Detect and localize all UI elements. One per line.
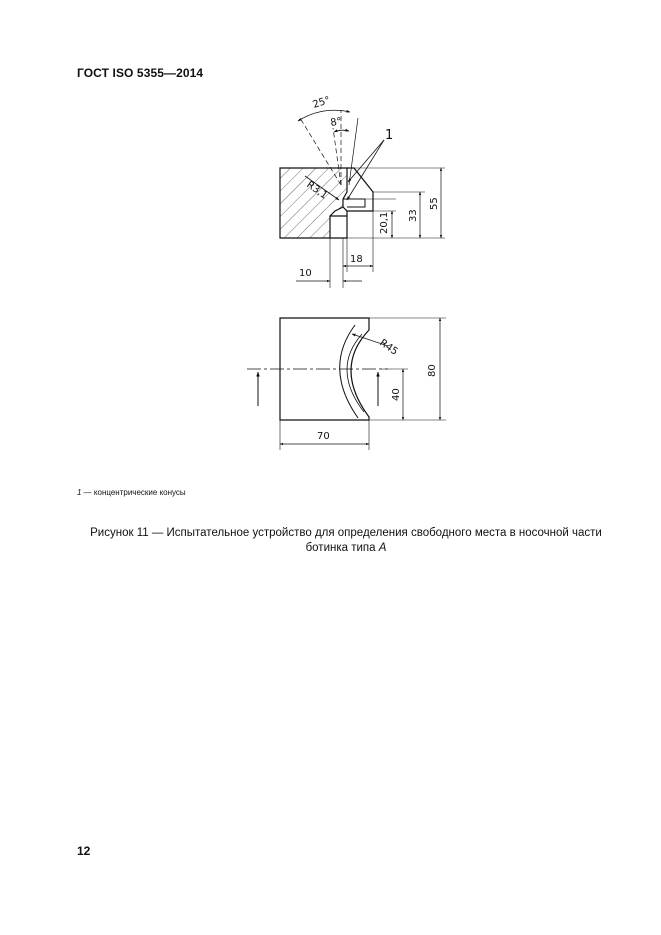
caption-line-1: Рисунок 11 — Испытательное устройство для определения свободного места в носочной части [90,527,602,539]
figure-legend [77,488,186,497]
radius-label-large: R45 [377,337,400,358]
plan-view [247,318,446,450]
figure-caption [90,526,602,556]
page-number: 12 [77,844,91,858]
angle-label-25: 25° [311,94,332,111]
legend-dash: — [81,488,94,497]
angle-arc-25 [298,110,350,121]
dim-label-18: 18 [350,254,363,265]
caption-type-letter: А [378,542,387,554]
dim-label-80: 80 [427,364,438,377]
angle-arc-8 [334,130,349,132]
hatched-body [280,168,347,238]
callout-label-1: 1 [385,128,394,143]
dim-label-40: 40 [391,388,402,401]
inner-arc-2 [347,334,364,412]
dim-label-55: 55 [429,197,440,210]
inner-arc-1 [340,325,358,418]
radius-label-small: R3,1 [304,179,330,202]
dim-label-10: 10 [299,268,312,279]
dim-label-70: 70 [317,431,330,442]
dim-label-20-1: 20,1 [379,211,390,234]
angle-label-8: 8° [329,116,343,129]
document-code-header: ГОСТ ISO 5355—2014 [77,66,204,80]
caption-line-2 [90,541,602,556]
callout-leader-1 [348,140,384,182]
caption-line-2-text: ботинка типа [305,542,379,554]
legend-number: 1 [77,488,82,497]
callout-leader-2 [347,140,384,200]
legend-text: концентрические конусы [93,488,186,497]
dim-label-33: 33 [408,209,419,222]
